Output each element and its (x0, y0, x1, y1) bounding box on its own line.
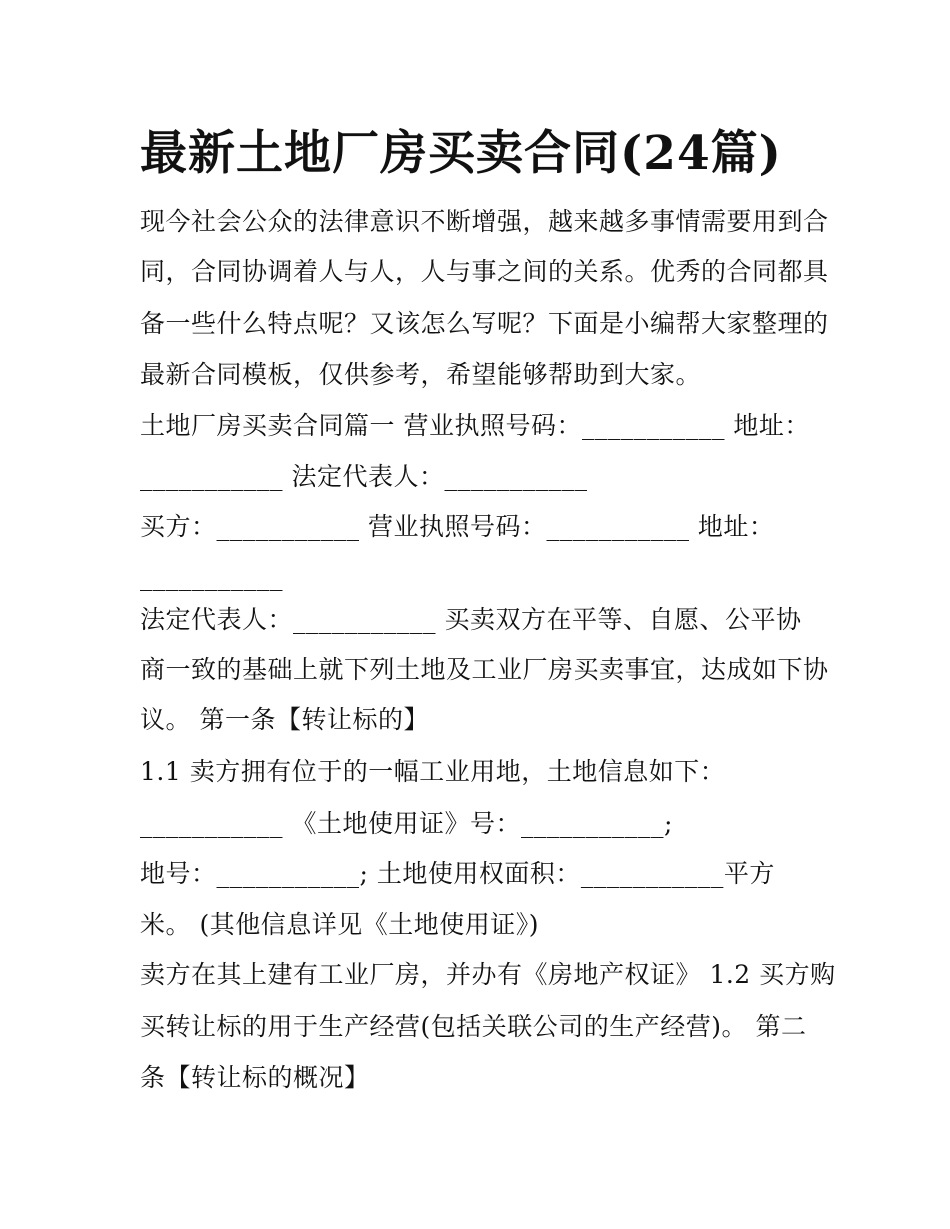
paragraph-line: 1.1 卖方拥有位于的一幅工业用地，土地信息如下： (140, 757, 726, 786)
paragraph-line: 卖方在其上建有工业厂房，并办有《房地产权证》 1.2 买方购 (140, 960, 836, 989)
paragraph-line: 买转让标的用于生产经营(包括关联公司的生产经营)。 第二 (140, 1012, 807, 1041)
document-title: 最新土地厂房买卖合同(24篇) (140, 126, 782, 181)
paragraph-line: 法定代表人：___________ 买卖双方在平等、自愿、公平协 (140, 605, 802, 634)
paragraph-line: 备一些什么特点呢？又该怎么写呢？下面是小编帮大家整理的 (140, 309, 829, 338)
paragraph-line: 议。 第一条【转让标的】 (140, 705, 429, 734)
paragraph-line: 同，合同协调着人与人，人与事之间的关系。优秀的合同都具 (140, 257, 829, 286)
paragraph-line: ___________ (140, 562, 283, 591)
paragraph-line: ___________ 《土地使用证》号：___________; (140, 809, 673, 838)
paragraph-line: 现今社会公众的法律意识不断增强，越来越多事情需要用到合 (140, 207, 829, 236)
paragraph-line: ___________ 法定代表人：___________ (140, 462, 588, 491)
paragraph-line: 土地厂房买卖合同篇一 营业执照号码：___________ 地址： (140, 411, 810, 440)
paragraph-line: 商一致的基础上就下列土地及工业厂房买卖事宜，达成如下协 (140, 655, 829, 684)
paragraph-line: 最新合同模板，仅供参考，希望能够帮助到大家。 (140, 360, 702, 389)
paragraph-line: 买方：___________ 营业执照号码：___________ 地址： (140, 512, 775, 541)
paragraph-line: 地号：___________; 土地使用权面积：___________平方 (140, 859, 775, 888)
paragraph-line: 条【转让标的概况】 (140, 1063, 370, 1092)
paragraph-line: 米。 (其他信息详见《土地使用证》) (140, 910, 539, 939)
